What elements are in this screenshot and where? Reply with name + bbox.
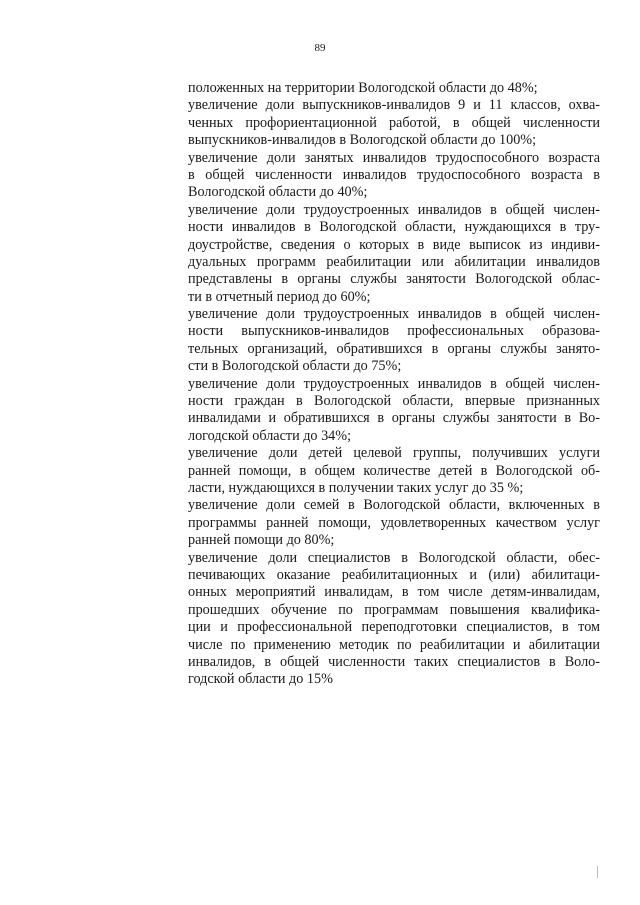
text-line: ности выпускников-инвалидов профессиональных образова-	[188, 323, 600, 340]
document-body	[188, 80, 600, 689]
paragraph	[188, 80, 600, 97]
text-line: представлены в органы службы занятости Вологодской облас-	[188, 271, 600, 288]
text-line: числе по применению методик по реабилитации и абилитации	[188, 636, 600, 653]
text-line: увеличение доли выпускников-инвалидов 9 и 11 классов, охва-	[188, 97, 600, 114]
paragraph	[188, 202, 600, 306]
text-line: сти в Вологодской области до 75%;	[188, 358, 402, 375]
text-line: увеличение доли детей целевой группы, получивших услуги	[188, 445, 600, 462]
text-line: ранней помощи, в общем количестве детей в Вологодской об-	[188, 462, 600, 479]
text-line: прошедших обучение по программам повышения квалифика-	[188, 601, 600, 618]
text-line: дуальных программ реабилитации или абилитации инвалидов	[188, 253, 600, 270]
text-line: печивающих оказание реабилитационных и (или) абилитаци-	[188, 566, 600, 583]
text-line: логодской области до 34%;	[188, 427, 352, 444]
text-line: положенных на территории Вологодской области до 48%;	[188, 80, 538, 96]
text-line: годской области до 15%	[188, 671, 333, 688]
paragraph	[188, 97, 600, 149]
text-line: увеличение доли трудоустроенных инвалидов в общей числен-	[188, 201, 600, 218]
paragraph	[188, 550, 600, 689]
paragraph	[188, 150, 600, 202]
text-line: тельных организаций, обратившихся в органы службы занято-	[188, 340, 600, 357]
text-line: увеличение доли специалистов в Вологодской области, обес-	[188, 549, 600, 566]
text-line: ченных профориентационной работой, в общей численности	[188, 114, 600, 131]
text-line: инвалидов, в общей численности таких специалистов в Воло-	[188, 653, 600, 670]
text-line: программы ранней помощи, удовлетворенных качеством услуг	[188, 514, 600, 531]
text-line: Вологодской области до 40%;	[188, 184, 368, 201]
text-line: увеличение доли занятых инвалидов трудоспособного возраста	[188, 149, 600, 166]
text-line: увеличение доли трудоустроенных инвалидов в общей числен-	[188, 375, 600, 392]
text-line: ти в отчетный период до 60%;	[188, 288, 371, 305]
text-line: увеличение доли трудоустроенных инвалидов в общей числен-	[188, 306, 600, 323]
text-line: ранней помощи до 80%;	[188, 532, 335, 549]
text-line: онных мероприятий инвалидам, в том числе детям-инвалидам,	[188, 584, 600, 601]
text-line: доустройстве, сведения о которых в виде выписок из индиви-	[188, 236, 600, 253]
text-line: ности граждан в Вологодской области, впервые признанных	[188, 393, 600, 410]
page-number: 89	[314, 42, 326, 54]
text-line: инвалидами и обратившихся в органы службы занятости в Во-	[188, 410, 600, 427]
paragraph	[188, 445, 600, 497]
text-line: ности инвалидов в Вологодской области, нуждающихся в тру-	[188, 219, 600, 236]
text-line: в общей численности инвалидов трудоспособного возраста в	[188, 166, 600, 183]
text-line: ласти, нуждающихся в получении таких услуг до 35 %;	[188, 479, 524, 496]
paragraph	[188, 306, 600, 376]
paragraph	[188, 497, 600, 549]
text-line: выпускников-инвалидов в Вологодской области до 100%;	[188, 132, 537, 149]
text-line: ции и профессиональной переподготовки специалистов, в том	[188, 619, 600, 636]
paragraph	[188, 376, 600, 446]
scan-artifact-mark	[597, 866, 598, 878]
text-line: увеличение доли семей в Вологодской области, включенных в	[188, 497, 600, 514]
